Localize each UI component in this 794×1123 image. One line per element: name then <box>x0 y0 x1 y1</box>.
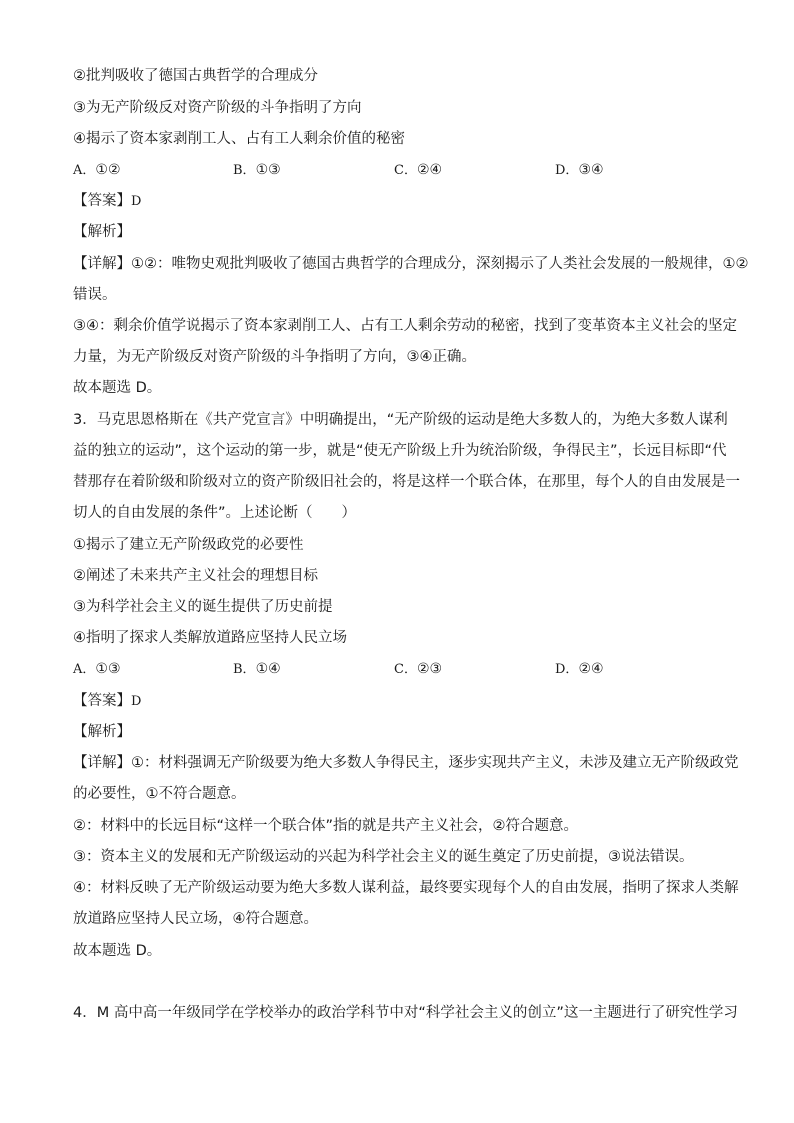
q2-item-3: ③为无产阶级反对资产阶级的斗争指明了方向 <box>73 100 362 116</box>
q2-option-c: C．②④ <box>394 162 443 178</box>
q2-answer: 【答案】D <box>73 193 142 209</box>
q2-item-2: ②批判吸收了德国古典哲学的合理成分 <box>73 68 318 84</box>
q3-detail-line-4: ③：资本主义的发展和无产阶级运动的兴起为科学社会主义的诞生奠定了历史前提，③说法错误。 <box>73 849 694 865</box>
q3-answer: 【答案】D <box>73 693 142 709</box>
q2-detail-line-2: 错误。 <box>73 287 117 303</box>
q3-stem-line-4: 切人的自由发展的条件”。上述论断（ ） <box>73 505 357 521</box>
q3-stem-line-2: 益的独立的运动”，这个运动的第一步，就是“使无产阶级上升为统治阶级，争得民主”，长远目标即“代 <box>73 443 727 459</box>
q2-detail-line-3: ③④：剩余价值学说揭示了资本家剥削工人、占有工人剩余劳动的秘密，找到了变革资本主义社会的坚定 <box>73 318 737 334</box>
q3-detail-line-2: 的必要性，①不符合题意。 <box>73 786 246 802</box>
q3-conclusion: 故本题选 D。 <box>73 943 162 959</box>
q3-stem-line-3: 替那存在着阶级和阶级对立的资产阶级旧社会的，将是这样一个联合体，在那里，每个人的自由发展是一 <box>73 474 740 490</box>
q4-stem-line-1: 4．M 高中高一年级同学在学校举办的政治学科节中对“科学社会主义的创立”这一主题进行了研究性学习 <box>73 1005 738 1021</box>
q2-conclusion: 故本题选 D。 <box>73 380 162 396</box>
q3-analysis-heading: 【解析】 <box>73 724 131 740</box>
q2-option-b: B．①③ <box>233 162 281 178</box>
q3-option-c: C．②③ <box>394 661 443 677</box>
q2-option-d: D．③④ <box>555 162 604 178</box>
q3-detail-line-3: ②：材料中的长远目标“这样一个联合体”指的就是共产主义社会，②符合题意。 <box>73 818 579 834</box>
q2-option-a: A．①② <box>73 162 121 178</box>
q3-item-3: ③为科学社会主义的诞生提供了历史前提 <box>73 599 333 615</box>
q3-option-d: D．②④ <box>555 661 604 677</box>
q2-analysis-heading: 【解析】 <box>73 224 131 240</box>
q3-option-a: A．①③ <box>73 661 121 677</box>
q2-item-4: ④揭示了资本家剥削工人、占有工人剩余价值的秘密 <box>73 131 405 147</box>
q3-stem-line-1: 3．马克思恩格斯在《共产党宣言》中明确提出，“无产阶级的运动是绝大多数人的，为绝大多数人谋利 <box>73 412 728 428</box>
q3-item-2: ②阐述了未来共产主义社会的理想目标 <box>73 568 318 584</box>
q3-item-4: ④指明了探求人类解放道路应坚持人民立场 <box>73 630 347 646</box>
q3-item-1: ①揭示了建立无产阶级政党的必要性 <box>73 537 304 553</box>
q3-detail-line-1: 【详解】①：材料强调无产阶级要为绝大多数人争得民主，逐步实现共产主义，未涉及建立无产阶级政党 <box>73 755 739 771</box>
q2-detail-line-1: 【详解】①②：唯物史观批判吸收了德国古典哲学的合理成分，深刻揭示了人类社会发展的一般规律，①② <box>73 256 749 272</box>
q3-detail-line-6: 放道路应坚持人民立场，④符合题意。 <box>73 911 318 927</box>
q2-detail-line-4: 力量，为无产阶级反对资产阶级的斗争指明了方向，③④正确。 <box>73 349 476 365</box>
q3-option-b: B．①④ <box>233 661 281 677</box>
q3-detail-line-5: ④：材料反映了无产阶级运动要为绝大多数人谋利益，最终要实现每个人的自由发展，指明了探求人类解 <box>73 880 739 896</box>
